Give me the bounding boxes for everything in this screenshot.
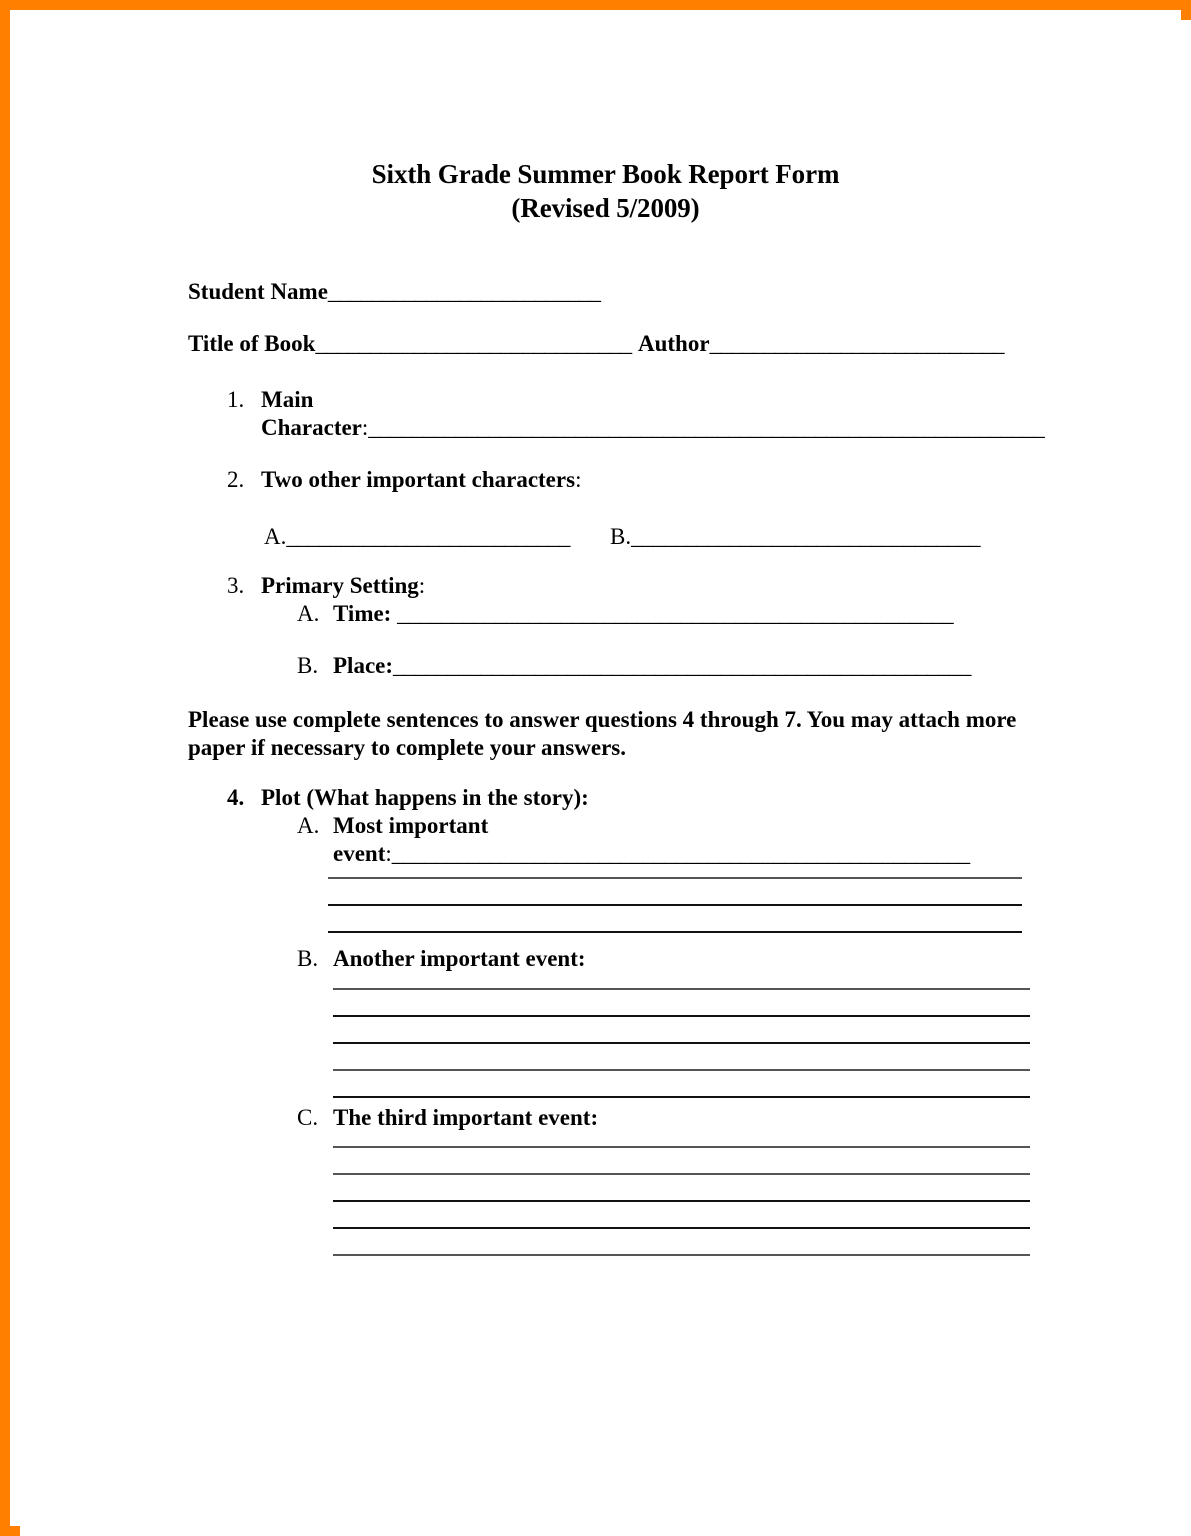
- instruction-paragraph: Please use complete sentences to answer questions 4 through 7. You may attach more paper if necessary to complete your answers.: [188, 707, 1017, 760]
- item-1-colon: :: [361, 415, 369, 440]
- item-3-line: [227, 572, 425, 600]
- item-4-sub-a-line2[interactable]: [333, 840, 969, 868]
- item-4-sub-c-label: The third important event:: [333, 1105, 599, 1130]
- title-of-book-field-row[interactable]: [188, 330, 631, 358]
- item-3-sub-b-label: Place:: [333, 653, 394, 678]
- item-1-blank[interactable]: ______________________________________________________________: [368, 415, 1045, 440]
- answer-line[interactable]: [333, 1227, 1030, 1229]
- item-4-sub-a-line1: [297, 812, 488, 840]
- author-field-row[interactable]: [638, 330, 1004, 358]
- item-2-line: [227, 466, 581, 494]
- item-4-sub-b-row: [297, 945, 586, 973]
- item-2-sub-b-blank[interactable]: ________________________________: [631, 524, 980, 549]
- item-2-sub-b-row[interactable]: [610, 523, 980, 551]
- author-label: Author: [638, 331, 710, 356]
- item-4-sub-c-row: [297, 1104, 598, 1132]
- answer-line[interactable]: [328, 877, 1022, 879]
- item-1-label-line2: Character: [261, 415, 362, 440]
- item-4-marker: 4.: [227, 785, 245, 810]
- item-1-label-line1: Main: [261, 387, 314, 412]
- item-4-label: Plot (What happens in the story):: [261, 785, 589, 810]
- item-4-sub-b-label: Another important event:: [333, 946, 586, 971]
- item-2-colon: :: [575, 467, 582, 492]
- item-2-sub-a-marker: A.: [264, 524, 287, 549]
- answer-line[interactable]: [333, 1254, 1030, 1256]
- item-2-sub-b-marker: B.: [610, 524, 632, 549]
- student-name-label: Student Name: [188, 279, 328, 304]
- item-3-colon: :: [418, 573, 426, 598]
- item-2-label: Two other important characters: [261, 467, 576, 492]
- item-3-sub-a-marker: A.: [297, 601, 320, 626]
- answer-line[interactable]: [333, 1146, 1030, 1148]
- item-2-marker: 2.: [227, 467, 245, 492]
- item-3-sub-b-blank[interactable]: _____________________________________________________: [393, 653, 971, 678]
- student-name-blank[interactable]: _________________________: [327, 279, 601, 304]
- item-4-sub-b-marker: B.: [297, 946, 319, 971]
- item-3-sub-a-row[interactable]: [297, 600, 953, 628]
- answer-line[interactable]: [333, 1173, 1030, 1175]
- student-name-field-row[interactable]: [188, 278, 600, 306]
- item-3-label: Primary Setting: [261, 573, 419, 598]
- item-3-sub-b-row[interactable]: [297, 652, 971, 680]
- item-3-sub-a-label: Time:: [333, 601, 392, 626]
- item-4-sub-a-colon: :: [385, 841, 392, 866]
- item-1-line1: [227, 386, 313, 414]
- title-of-book-label: Title of Book: [188, 331, 316, 356]
- answer-line[interactable]: [328, 931, 1022, 933]
- item-4-line: [227, 784, 589, 812]
- author-blank[interactable]: ___________________________: [709, 331, 1004, 356]
- item-1-line2[interactable]: [261, 414, 1044, 442]
- title-of-book-blank[interactable]: _____________________________: [315, 331, 632, 356]
- item-1-marker: 1.: [227, 387, 245, 412]
- answer-line[interactable]: [333, 1069, 1030, 1071]
- item-3-sub-a-blank[interactable]: ___________________________________________________: [397, 601, 953, 626]
- item-2-sub-a-row[interactable]: [264, 523, 570, 551]
- page-title: Sixth Grade Summer Book Report Form: [371, 159, 840, 189]
- answer-line[interactable]: [333, 988, 1030, 990]
- item-3-sub-b-marker: B.: [297, 653, 319, 678]
- answer-line[interactable]: [333, 1042, 1030, 1044]
- page-subtitle-revision: (Revised 5/2009): [511, 193, 700, 223]
- item-4-sub-a-blank[interactable]: _____________________________________________________: [391, 841, 970, 866]
- answer-line[interactable]: [333, 1200, 1030, 1202]
- item-4-sub-a-label-line1: Most important: [333, 813, 489, 838]
- answer-line[interactable]: [333, 1096, 1030, 1098]
- document-sheet: [20, 20, 1191, 1536]
- answer-line[interactable]: [333, 1015, 1030, 1017]
- item-3-marker: 3.: [227, 573, 245, 598]
- item-4-sub-c-marker: C.: [297, 1105, 319, 1130]
- item-2-sub-a-blank[interactable]: __________________________: [286, 524, 570, 549]
- item-4-sub-a-marker: A.: [297, 813, 320, 838]
- answer-line[interactable]: [328, 904, 1022, 906]
- item-4-sub-a-label-line2: event: [333, 841, 386, 866]
